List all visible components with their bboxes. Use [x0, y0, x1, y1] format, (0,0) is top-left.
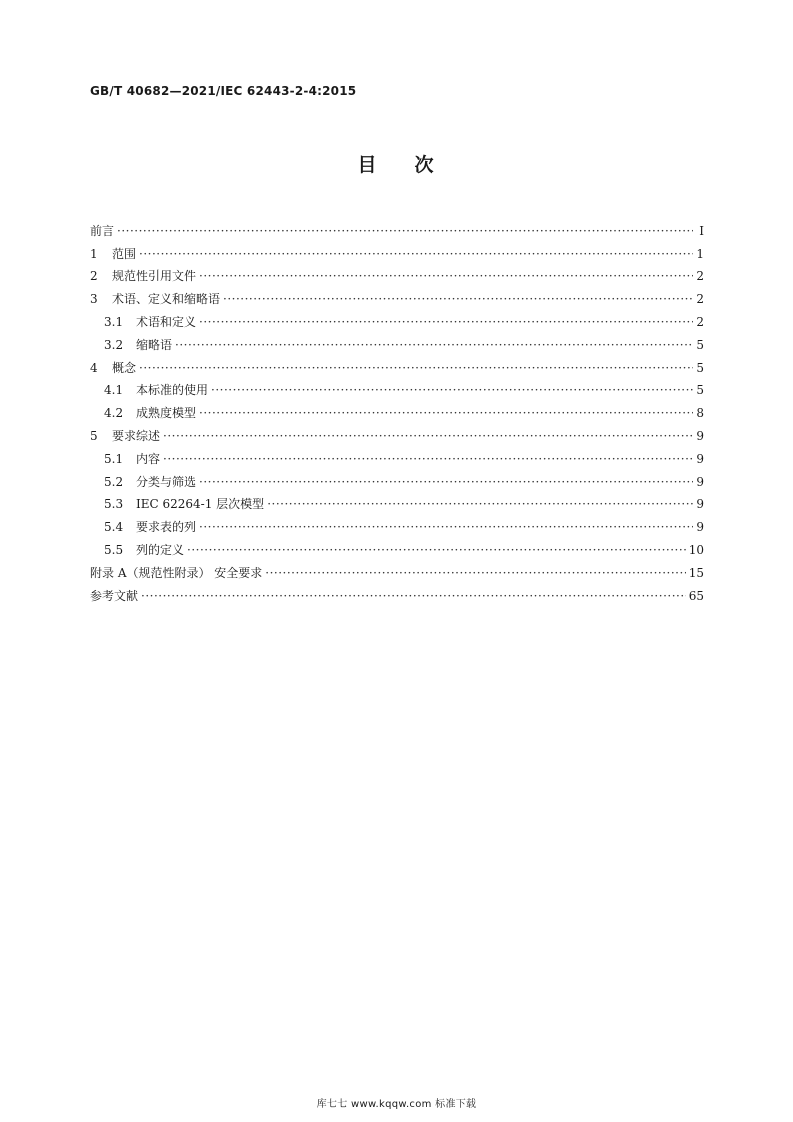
- toc-entry-3-2[interactable]: [90, 330, 704, 353]
- toc-leader-dots: [117, 223, 693, 239]
- toc-number: 5.4: [104, 520, 124, 535]
- toc-leader-dots: [199, 268, 693, 284]
- standard-code: GB/T 40682—2021/IEC 62443-2-4:2015: [90, 84, 357, 98]
- toc-page-number: 15: [688, 565, 704, 580]
- toc-entry-annex-a[interactable]: [90, 558, 704, 581]
- toc-label: 本标准的使用: [136, 383, 209, 398]
- toc-number: 4.2: [104, 406, 124, 421]
- toc-label: 内容: [136, 451, 161, 466]
- toc-page-number: 9: [696, 474, 704, 489]
- toc-entry-bibliography[interactable]: [90, 581, 704, 604]
- toc-page-number: 65: [688, 588, 704, 603]
- toc-label: 要求综述: [112, 428, 161, 443]
- toc-entry-4-1[interactable]: [90, 376, 704, 399]
- toc-page-number: 1: [696, 246, 704, 261]
- toc-page-number: 5: [696, 337, 704, 352]
- toc-leader-dots: [141, 588, 686, 604]
- toc-entry-5-3[interactable]: [90, 490, 704, 513]
- title-part-1: 目: [357, 154, 379, 176]
- toc-label: 参考文献: [90, 588, 139, 603]
- toc-number: 4.1: [104, 383, 124, 398]
- toc-number: 5.2: [104, 474, 124, 489]
- toc-label: 前言: [90, 223, 115, 238]
- toc-label: IEC 62264-1 层次模型: [136, 497, 265, 512]
- toc-leader-dots: [199, 314, 693, 330]
- toc-page-number: 2: [696, 314, 704, 329]
- toc-label: 列的定义: [136, 542, 185, 557]
- toc-entry-5-4[interactable]: [90, 512, 704, 535]
- toc-leader-dots: [175, 337, 693, 353]
- toc-label: 概念: [112, 360, 137, 375]
- toc-label: 缩略语: [136, 337, 173, 352]
- toc-entry-3[interactable]: [90, 284, 704, 307]
- toc-number: 2: [90, 269, 98, 284]
- toc-label: 术语和定义: [136, 314, 197, 329]
- toc-label: 规范性引用文件: [112, 269, 197, 284]
- toc-number: 3.2: [104, 337, 124, 352]
- toc-entry-foreword[interactable]: [90, 216, 704, 239]
- toc-label: 分类与筛选: [136, 474, 197, 489]
- toc-leader-dots: [199, 405, 693, 421]
- toc-entry-4[interactable]: [90, 353, 704, 376]
- toc-number: 5.3: [104, 497, 124, 512]
- toc-leader-dots: [211, 382, 693, 398]
- toc-leader-dots: [139, 360, 693, 376]
- table-of-contents: [90, 216, 704, 604]
- toc-leader-dots: [265, 565, 685, 581]
- toc-number: 1: [90, 246, 98, 261]
- toc-page-number: Ⅰ: [699, 223, 704, 238]
- toc-entry-5-5[interactable]: [90, 535, 704, 558]
- toc-page-number: 9: [696, 497, 704, 512]
- toc-leader-dots: [139, 246, 693, 262]
- toc-entry-5-1[interactable]: [90, 444, 704, 467]
- toc-page-number: 2: [696, 269, 704, 284]
- toc-leader-dots: [163, 451, 693, 467]
- title-part-2: 次: [414, 154, 436, 176]
- toc-number: 5.1: [104, 451, 124, 466]
- toc-page-number: 2: [696, 292, 704, 307]
- toc-leader-dots: [199, 474, 693, 490]
- toc-number: 4: [90, 360, 98, 375]
- toc-label: 术语、定义和缩略语: [112, 292, 221, 307]
- toc-leader-dots: [187, 542, 686, 558]
- toc-leader-dots: [223, 291, 693, 307]
- toc-page-number: 5: [696, 360, 704, 375]
- toc-entry-2[interactable]: [90, 262, 704, 285]
- toc-leader-dots: [163, 428, 693, 444]
- toc-leader-dots: [267, 496, 693, 512]
- toc-number: 3: [90, 292, 98, 307]
- toc-entry-1[interactable]: [90, 239, 704, 262]
- toc-label: 成熟度模型: [136, 406, 197, 421]
- toc-label: 范围: [112, 246, 137, 261]
- toc-entry-4-2[interactable]: [90, 398, 704, 421]
- toc-page-number: 8: [696, 406, 704, 421]
- toc-entry-5[interactable]: [90, 421, 704, 444]
- toc-number: 5.5: [104, 542, 124, 557]
- toc-label: 要求表的列: [136, 520, 197, 535]
- toc-label: 附录 A（规范性附录） 安全要求: [90, 565, 263, 580]
- toc-page-number: 9: [696, 520, 704, 535]
- download-watermark: 库七七 www.kqqw.com 标准下载: [316, 1099, 477, 1110]
- toc-number: 5: [90, 428, 98, 443]
- toc-page-number: 5: [696, 383, 704, 398]
- toc-entry-5-2[interactable]: [90, 467, 704, 490]
- toc-number: 3.1: [104, 314, 124, 329]
- toc-page-number: 9: [696, 428, 704, 443]
- toc-page-number: 10: [688, 542, 704, 557]
- toc-page-number: 9: [696, 451, 704, 466]
- page-title: [0, 150, 793, 177]
- toc-entry-3-1[interactable]: [90, 307, 704, 330]
- toc-leader-dots: [199, 519, 693, 535]
